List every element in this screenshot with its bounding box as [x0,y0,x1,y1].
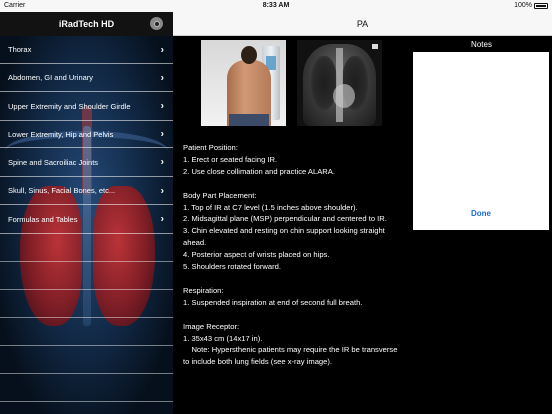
category-list [0,36,173,402]
menu-item-abdomen[interactable] [0,64,173,92]
empty-list-row [0,290,173,318]
menu-item-label: Skull, Sinus, Facial Bones, etc... [8,186,116,195]
chevron-right-icon: › [160,72,164,83]
empty-list-row [0,234,173,262]
carrier-label: Carrier [4,2,26,9]
detail-title: PA [356,18,369,29]
menu-item-lower-extremity[interactable] [0,121,173,148]
battery-percent: 100% [514,2,532,9]
detail-nav-bar [173,12,552,36]
menu-item-label: Spine and Sacroiliac Joints [8,157,99,167]
menu-item-skull[interactable] [0,177,173,205]
chevron-right-icon: › [160,213,164,225]
master-panel [0,12,173,414]
menu-item-label: Lower Extremity, Hip and Pelvis [8,129,114,139]
clock: 8:33 AM [262,2,290,9]
notes-header: Notes [471,39,492,49]
app-title: iRadTech HD [58,19,115,29]
empty-list-row [0,318,173,346]
done-button[interactable]: Done [413,204,549,222]
menu-item-label: Upper Extremity and Shoulder Girdle [8,101,131,111]
empty-list-row [0,374,173,402]
chevron-right-icon: › [160,156,164,168]
chevron-right-icon: › [160,128,164,140]
menu-item-label: Formulas and Tables [8,214,78,224]
menu-item-thorax[interactable] [0,36,173,64]
chest-xray-image[interactable] [297,40,382,126]
menu-item-spine[interactable] [0,148,173,177]
patient-position-photo[interactable] [201,40,286,126]
chevron-right-icon: › [160,100,164,112]
menu-item-label: Abdomen, GI and Urinary [8,73,94,82]
gear-icon[interactable] [150,17,163,30]
chevron-right-icon: › [160,44,164,55]
empty-list-row [0,346,173,374]
chevron-right-icon: › [160,185,164,196]
menu-item-upper-extremity[interactable] [0,92,173,121]
battery-icon [534,3,548,9]
detail-panel [173,12,552,414]
menu-item-label: Thorax [8,45,32,54]
positioning-instructions: Patient Position: 1. Erect or seated facing IR. 2. Use close collimation and practice ALARA. Body Part Placement: 1. Top of IR at C7 level (1.5 inches above shoulder). 2. Midsagittal plane (MSP) perpendicular and centered to IR. 3. Chin elevated and resting on chin support looking straight ahead. 4. Posterior aspect of wrists placed on hips. 5. Shoulders rotated forward. Respiration: 1. Suspended inspiration at end of second full breath. Image Receptor: 1. 35x43 cm (14x17 in). Note: Hypersthenic patients may require the IR be transverse to include both lung fields (see x-ray image). [183,143,398,367]
master-nav-bar [0,12,173,36]
empty-list-row [0,262,173,290]
status-bar [0,0,552,12]
menu-item-formulas[interactable] [0,205,173,234]
notes-panel [411,36,552,236]
